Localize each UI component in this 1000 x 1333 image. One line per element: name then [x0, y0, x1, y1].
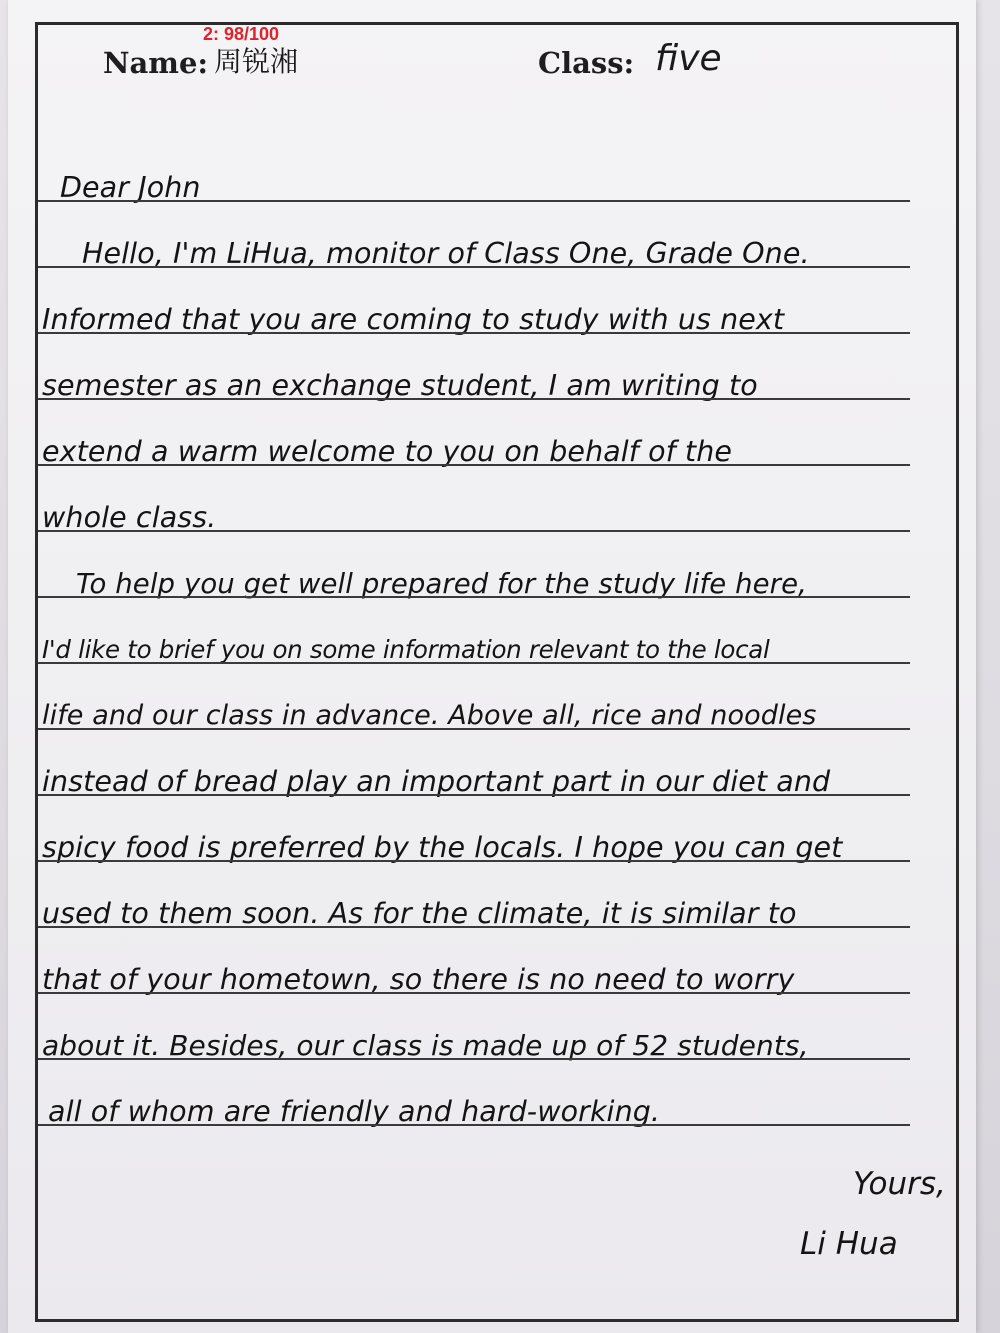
letter-line: about it. Besides, our class is made up of 52 students, — [42, 1029, 809, 1062]
writing-rule — [38, 200, 910, 202]
letter-line: semester as an exchange student, I am writing to — [42, 369, 758, 402]
writing-rule — [38, 794, 910, 796]
writing-rule — [38, 464, 910, 466]
letter-line: Informed that you are coming to study with us next — [42, 303, 785, 336]
score-mark: 2: 98/100 — [203, 24, 280, 44]
writing-rule — [38, 596, 910, 598]
letter-line: extend a warm welcome to you on behalf of the — [42, 435, 733, 468]
writing-rule — [38, 926, 910, 928]
writing-rule — [38, 992, 910, 994]
letter-line: that of your hometown, so there is no need to worry — [42, 963, 795, 996]
letter-closing: Yours, — [853, 1166, 946, 1202]
writing-rule — [38, 398, 910, 400]
letter-line: instead of bread play an important part in our diet and — [42, 765, 831, 798]
writing-rule — [38, 266, 910, 268]
letter-line: To help you get well prepared for the study life here, — [76, 568, 807, 600]
writing-rule — [38, 332, 910, 334]
letter-salutation: Dear John — [60, 171, 201, 204]
letter-line: whole class. — [42, 501, 217, 534]
letter-line: I'd like to brief you on some information relevant to the local — [42, 635, 770, 664]
letter-line: Hello, I'm LiHua, monitor of Class One, Grade One. — [82, 237, 810, 270]
letter-line: life and our class in advance. Above all, rice and noodles — [42, 700, 817, 731]
letter-line: used to them soon. As for the climate, it is similar to — [42, 897, 797, 930]
letter-line: all of whom are friendly and hard-working. — [48, 1095, 661, 1128]
writing-rule — [38, 662, 910, 664]
writing-rule — [38, 860, 910, 862]
class-value: five — [655, 38, 722, 79]
student-name: 周锐湘 — [214, 45, 299, 78]
name-label: Name: — [103, 46, 209, 80]
letter-signature: Li Hua — [800, 1226, 898, 1262]
writing-rule — [38, 728, 910, 730]
class-label: Class: — [538, 46, 635, 80]
writing-rule — [38, 1058, 910, 1060]
writing-rule — [38, 1124, 910, 1126]
writing-rule — [38, 530, 910, 532]
letter-line: spicy food is preferred by the locals. I hope you can get — [42, 831, 843, 864]
